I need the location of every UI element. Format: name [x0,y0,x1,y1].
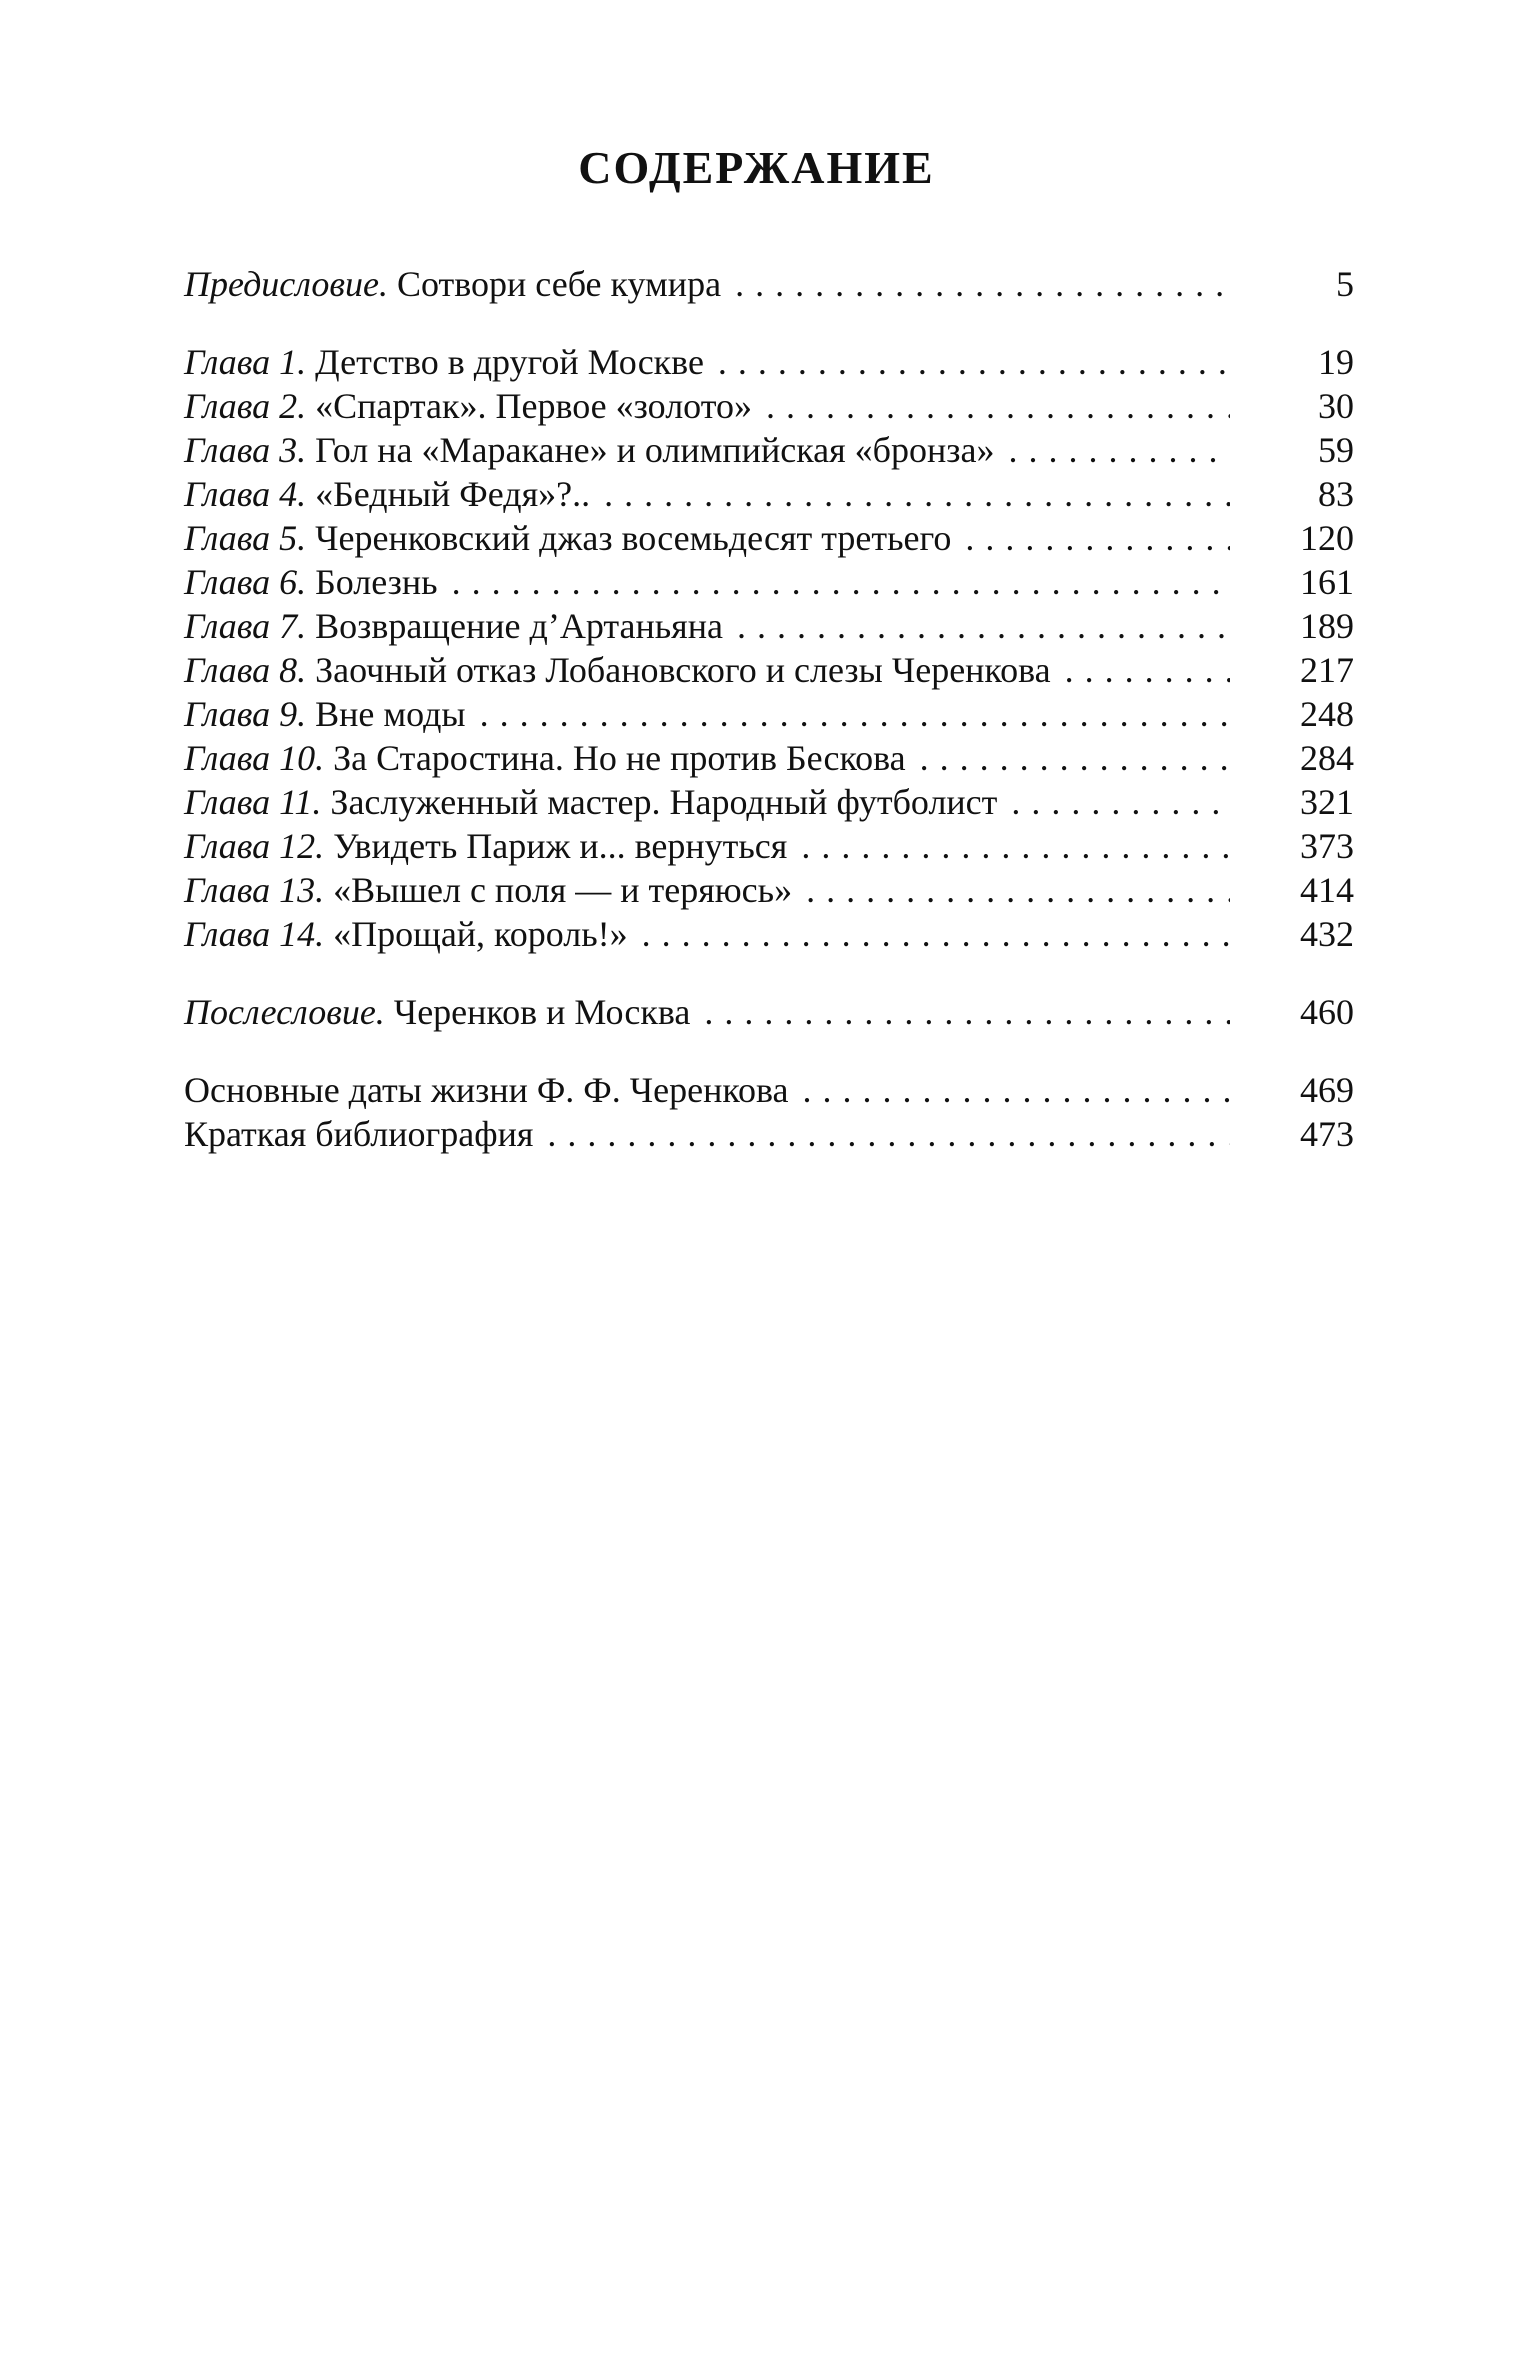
toc-entry-prefix: Глава 4. [184,474,307,514]
toc-entry [184,262,1354,306]
toc-entry [184,736,1354,780]
dot-leader [965,516,1230,560]
toc-entry-page-number: 161 [1300,562,1354,602]
dot-leader [735,262,1230,306]
toc-entry-page-number: 217 [1300,650,1354,690]
toc-entry-page-number: 321 [1300,782,1354,822]
toc-entry [184,692,1354,736]
toc-entry-label [184,692,466,736]
toc-entry [184,912,1354,956]
toc-entry-label [184,736,906,780]
toc-entry [184,868,1354,912]
toc-entry-title: Черенковский джаз восемьдесят третьего [306,518,952,558]
toc-group-preface [184,262,1354,306]
toc-entry-label [184,384,752,428]
toc-entry-label [184,990,690,1034]
toc-entry-page-number: 30 [1318,386,1354,426]
dot-leader [920,736,1230,780]
dot-leader [547,1112,1230,1156]
toc-group-afterword [184,990,1354,1034]
toc-entry [184,560,1354,604]
toc-entry-page-number: 432 [1300,914,1354,954]
toc-group-appendix [184,1068,1354,1156]
dot-leader [806,868,1230,912]
toc-entry-title: Возвращение д’Артаньяна [306,606,723,646]
toc-entry-label [184,1112,533,1156]
toc-entry-label [184,648,1051,692]
page-title: СОДЕРЖАНИЕ [578,142,935,193]
toc-entry-title: Увидеть Париж и... вернуться [324,826,788,866]
toc-entry-label [184,472,590,516]
toc-entry-page-number: 83 [1318,474,1354,514]
toc-entry [184,1112,1354,1156]
dot-leader [803,1068,1230,1112]
toc-entry-page-number: 248 [1300,694,1354,734]
toc-entry-prefix: Глава 5. [184,518,307,558]
dot-leader [1008,428,1230,472]
toc-entry-title: Болезнь [306,562,438,602]
table-of-contents [184,262,1354,1190]
toc-entry-page-number: 473 [1300,1114,1354,1154]
toc-entry-title: «Бедный Федя»?.. [306,474,591,514]
dot-leader [718,340,1230,384]
toc-entry-page-number: 414 [1300,870,1354,910]
dot-leader [801,824,1230,868]
toc-entry-prefix: Предисловие. [184,264,389,304]
toc-entry-prefix: Глава 12. [184,826,325,866]
toc-entry-page-number: 469 [1300,1070,1354,1110]
toc-entry-title: За Старостина. Но не против Бескова [324,738,906,778]
dot-leader [766,384,1230,428]
toc-entry [184,384,1354,428]
toc-entry [184,472,1354,516]
toc-entry-title: Вне моды [306,694,466,734]
toc-entry-label [184,780,997,824]
toc-entry-prefix: Глава 13. [184,870,325,910]
toc-entry-title: «Прощай, король!» [324,914,628,954]
toc-entry-label [184,824,787,868]
dot-leader [737,604,1230,648]
toc-entry [184,428,1354,472]
toc-entry-label [184,516,951,560]
toc-entry-label [184,1068,789,1112]
toc-entry-title: Гол на «Маракане» и олимпийская «бронза» [306,430,995,470]
toc-entry [184,516,1354,560]
dot-leader [704,990,1230,1034]
toc-entry-prefix: Глава 10. [184,738,325,778]
toc-entry-page-number: 5 [1336,264,1354,304]
toc-entry-prefix: Глава 2. [184,386,307,426]
toc-entry-page-number: 460 [1300,992,1354,1032]
toc-entry-title: «Вышел с поля — и теряюсь» [324,870,793,910]
dot-leader [642,912,1230,956]
toc-entry-title: Детство в другой Москве [306,342,704,382]
toc-entry-prefix: Глава 7. [184,606,307,646]
dot-leader [1065,648,1230,692]
dot-leader [604,472,1230,516]
toc-entry-title: Сотвори себе кумира [388,264,722,304]
toc-entry-prefix: Глава 6. [184,562,307,602]
toc-entry-label [184,604,723,648]
toc-entry-page-number: 373 [1300,826,1354,866]
toc-entry [184,340,1354,384]
toc-entry [184,824,1354,868]
toc-entry-title: Краткая библиография [184,1114,534,1154]
toc-entry-page-number: 59 [1318,430,1354,470]
toc-entry-label [184,428,994,472]
dot-leader [480,692,1230,736]
toc-entry-title: Заслуженный мастер. Народный футболист [321,782,998,822]
toc-entry-prefix: Глава 9. [184,694,307,734]
toc-group-chapters [184,340,1354,956]
toc-entry [184,604,1354,648]
toc-entry-page-number: 284 [1300,738,1354,778]
toc-entry-page-number: 120 [1300,518,1354,558]
toc-entry-prefix: Послесловие. [184,992,385,1032]
toc-entry-prefix: Глава 1. [184,342,307,382]
toc-entry [184,780,1354,824]
toc-entry-title: «Спартак». Первое «золото» [306,386,752,426]
toc-entry-label [184,868,792,912]
toc-entry-prefix: Глава 11. [184,782,322,822]
toc-entry [184,990,1354,1034]
toc-entry [184,648,1354,692]
toc-entry-title: Заочный отказ Лобановского и слезы Черенкова [306,650,1051,690]
toc-entry-label [184,262,721,306]
toc-entry [184,1068,1354,1112]
toc-entry-page-number: 19 [1318,342,1354,382]
toc-entry-label [184,340,704,384]
toc-entry-prefix: Глава 8. [184,650,307,690]
toc-entry-prefix: Глава 3. [184,430,307,470]
toc-entry-page-number: 189 [1300,606,1354,646]
toc-entry-title: Основные даты жизни Ф. Ф. Черенкова [184,1070,789,1110]
toc-entry-title: Черенков и Москва [384,992,691,1032]
toc-entry-label [184,560,438,604]
toc-entry-prefix: Глава 14. [184,914,325,954]
toc-entry-label [184,912,628,956]
dot-leader [452,560,1230,604]
dot-leader [1011,780,1230,824]
